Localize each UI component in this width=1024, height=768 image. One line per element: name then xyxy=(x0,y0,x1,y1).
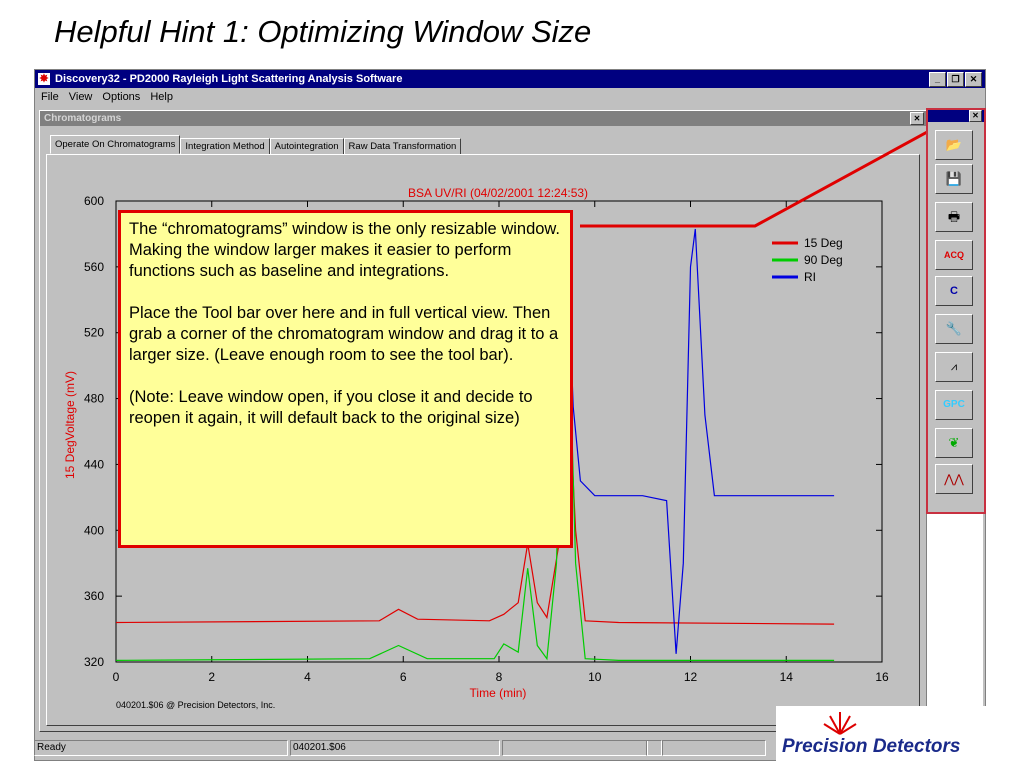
legend-label: 15 Deg xyxy=(804,236,843,250)
y-tick-label: 440 xyxy=(83,457,104,472)
y-tick-label: 480 xyxy=(83,391,104,406)
logo-text: Precision Detectors xyxy=(782,736,961,757)
x-tick-label: 2 xyxy=(208,670,216,684)
precision-detectors-logo xyxy=(776,706,1024,768)
x-tick-label: 12 xyxy=(683,670,698,684)
open-icon[interactable]: 📂 xyxy=(935,130,973,160)
legend-label: 90 Deg xyxy=(804,253,843,267)
menu-options[interactable]: Options xyxy=(102,91,141,103)
status-cell-5 xyxy=(662,740,766,756)
tab-raw-data-transformation[interactable]: Raw Data Transformation xyxy=(344,138,462,155)
minimize-button[interactable]: _ xyxy=(929,72,946,87)
callout-paragraph-1: The “chromatograms” window is the only resizable window. Making the window larger makes it easier to perform functions such as baseline and integrations. xyxy=(129,220,561,280)
tab-integration-method[interactable]: Integration Method xyxy=(180,138,269,155)
chart-footer: 040201.$06 @ Precision Detectors, Inc. xyxy=(116,700,276,710)
app-title: Discovery32 - PD2000 Rayleigh Light Scattering Analysis Software xyxy=(55,73,403,85)
status-cell-4 xyxy=(646,740,662,756)
print-icon[interactable]: 🖶 xyxy=(935,202,973,232)
x-tick-label: 10 xyxy=(588,670,602,684)
save-icon[interactable]: 💾 xyxy=(935,164,973,194)
chart-xlabel: Time (min) xyxy=(469,686,527,700)
y-tick-label: 400 xyxy=(83,523,104,538)
status-bar xyxy=(34,739,774,757)
chromatograms-close-button[interactable]: ✕ xyxy=(910,112,924,125)
status-file: 040201.$06 xyxy=(290,740,500,756)
chromatogram-icon[interactable]: ⩘ xyxy=(935,352,973,382)
menu-bar xyxy=(35,89,985,105)
x-tick-label: 0 xyxy=(112,670,120,684)
tools-icon[interactable]: 🔧 xyxy=(935,314,973,344)
app-title-bar[interactable] xyxy=(35,70,985,88)
restore-button[interactable]: ❐ xyxy=(947,72,964,87)
overlay-icon[interactable]: ⋀⋀ xyxy=(935,464,973,494)
x-tick-label: 14 xyxy=(779,670,793,684)
x-tick-label: 16 xyxy=(875,670,889,684)
gpc-icon[interactable] xyxy=(935,390,973,420)
slide-title: Helpful Hint 1: Optimizing Window Size xyxy=(54,14,592,49)
logo-burst-icon xyxy=(820,708,860,736)
menu-file[interactable]: File xyxy=(41,91,59,103)
tab-strip xyxy=(50,135,461,153)
toolbar-title-bar[interactable] xyxy=(928,110,984,122)
calibrate-icon[interactable] xyxy=(935,276,973,306)
x-tick-label: 6 xyxy=(399,670,407,684)
x-tick-label: 4 xyxy=(304,670,311,684)
callout-paragraph-2: Place the Tool bar over here and in full vertical view. Then grab a corner of the chromatogram window and drag it to a larger size. (Leave enough room to see the tool bar). xyxy=(129,304,559,364)
app-icon[interactable]: ✸ xyxy=(39,73,49,85)
chromatograms-title-bar[interactable] xyxy=(40,111,928,126)
chart-title: BSA UV/RI (04/02/2001 12:24:53) xyxy=(407,186,589,200)
y-tick-label: 560 xyxy=(83,259,104,274)
hint-callout xyxy=(118,210,573,548)
acq-label: ACQ xyxy=(944,250,964,260)
legend-label: RI xyxy=(804,270,816,284)
close-button[interactable]: ✕ xyxy=(965,72,982,87)
x-tick-label: 8 xyxy=(495,670,503,684)
menu-view[interactable]: View xyxy=(68,91,93,103)
tool-bar[interactable] xyxy=(926,108,986,514)
acq-icon[interactable] xyxy=(935,240,973,270)
y-tick-label: 600 xyxy=(83,194,104,208)
menu-help[interactable]: Help xyxy=(150,91,173,103)
plant-icon[interactable]: ❦ xyxy=(935,428,973,458)
chromatograms-title: Chromatograms xyxy=(44,113,122,124)
status-ready: Ready xyxy=(34,740,288,756)
y-tick-label: 320 xyxy=(83,655,104,669)
chart-ylabel: 15 DegVoltage (mV) xyxy=(63,370,77,480)
gpc-label: GPC xyxy=(943,399,965,410)
calibrate-label: C xyxy=(950,285,958,297)
status-cell-3 xyxy=(502,740,648,756)
tab-autointegration[interactable]: Autointegration xyxy=(270,138,344,155)
tab-operate-on-chromatograms[interactable]: Operate On Chromatograms xyxy=(50,135,180,154)
window-background xyxy=(926,510,983,710)
callout-paragraph-3: (Note: Leave window open, if you close it and decide to reopen it again, it will default back to the original size) xyxy=(129,388,533,427)
y-tick-label: 360 xyxy=(83,589,104,604)
y-tick-label: 520 xyxy=(83,325,104,340)
toolbar-close-button[interactable]: ✕ xyxy=(969,110,982,122)
